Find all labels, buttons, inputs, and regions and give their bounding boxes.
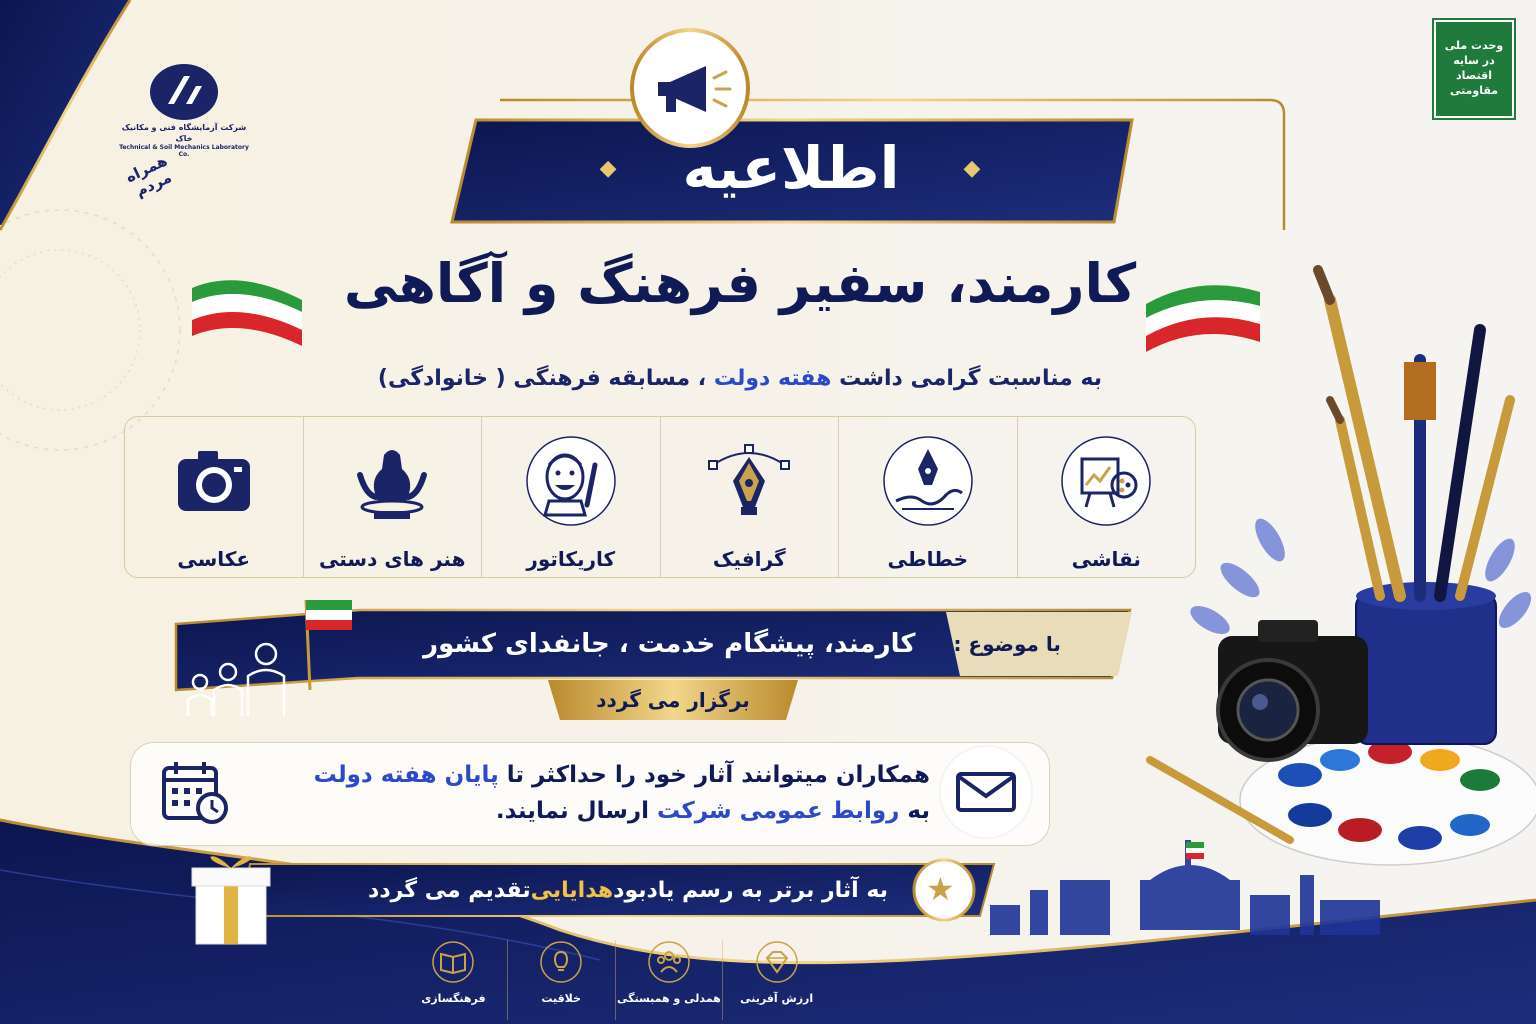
headline: کارمند، سفیر فرهنگ و آگاهی <box>343 252 1137 315</box>
category-calligraphy <box>838 417 1017 577</box>
star-icon: ★ <box>926 870 955 908</box>
submission-text-part: همکاران میتوانند آثار خود را حداکثر تا <box>498 762 930 788</box>
company-name-en: Technical & Soil Mechanics Laboratory Co. <box>119 144 249 159</box>
prize-text-part: تقدیم می گردد <box>368 877 531 903</box>
submission-highlight: پایان هفته دولت <box>313 762 499 788</box>
company-logo-icon <box>148 62 220 122</box>
category-painting <box>1017 417 1196 577</box>
category-label: خطاطی <box>887 547 968 571</box>
category-label: گرافیک <box>712 547 786 571</box>
core-values <box>400 940 830 1020</box>
open-book-icon <box>431 940 475 984</box>
painting-easel-icon <box>1060 435 1152 527</box>
gift-icon <box>196 876 266 944</box>
value-label: فرهنگسازی <box>421 992 486 1005</box>
pottery-hands-icon <box>346 435 438 527</box>
submission-line-2 <box>240 794 930 830</box>
camera-icon <box>168 435 260 527</box>
category-label: عکاسی <box>177 547 251 571</box>
category-photography <box>125 417 303 577</box>
category-label: کاریکاتور <box>526 547 616 571</box>
submission-line-1 <box>240 758 930 794</box>
value-item <box>507 940 615 1020</box>
submission-text-part: به <box>899 797 930 824</box>
submission-text <box>240 758 930 829</box>
announcement-title <box>452 112 1130 224</box>
topic-text: کارمند، پیشگام خدمت ، جانفدای کشور <box>423 629 916 659</box>
topic-label: با موضوع : <box>953 632 1061 656</box>
category-label: هنر های دستی <box>319 547 466 571</box>
category-graphic <box>660 417 839 577</box>
graphic-pen-tool-icon <box>703 435 795 527</box>
subtitle-part: به مناسبت گرامی داشت <box>831 366 1103 391</box>
prize-highlight: هدایایی <box>530 877 614 903</box>
competition-categories <box>124 416 1196 578</box>
caricature-face-icon <box>525 435 617 527</box>
prize-text-part: به آثار برتر به رسم یادبود <box>613 877 888 903</box>
seal-line-4: اقتصاد مقاومتی <box>1449 69 1499 97</box>
company-logo <box>118 62 250 158</box>
national-unity-seal <box>1434 20 1514 118</box>
category-caricature <box>481 417 660 577</box>
company-name: شرکت آزمایشگاه فنی و مکانیک خاک <box>121 123 247 144</box>
diamond-icon <box>755 940 799 984</box>
seal-line-1: وحدت ملی <box>1444 39 1504 53</box>
value-label: خلاقیت <box>541 992 581 1005</box>
seal-line-3: در سایه <box>1453 54 1495 68</box>
calendar-clock-icon <box>160 760 230 826</box>
value-label: ارزش آفرینی <box>740 992 814 1005</box>
slogan-text: همراه مردم <box>122 151 175 200</box>
prize-banner <box>270 864 986 916</box>
occasion-subtitle <box>330 366 1150 391</box>
subtitle-part: ، مسابقه فرهنگی ( خانوادگی) <box>377 366 714 391</box>
topic-banner <box>352 608 1132 680</box>
subtitle-highlight: هفته دولت <box>713 366 832 391</box>
category-label: نقاشی <box>1071 547 1141 571</box>
value-item <box>615 940 723 1020</box>
submission-text-part: ارسال نمایند. <box>495 797 657 824</box>
people-group-icon <box>647 940 691 984</box>
envelope-icon <box>956 772 1016 812</box>
diamond-ornament-icon: ◆ <box>963 155 983 181</box>
diamond-ornament-icon: ◆ <box>599 155 619 181</box>
lightbulb-icon <box>539 940 583 984</box>
held-ribbon: برگزار می گردد <box>596 688 750 712</box>
calligraphy-pen-icon <box>882 435 974 527</box>
value-item <box>400 940 507 1020</box>
title-text: اطلاعیه <box>682 134 900 202</box>
value-item <box>722 940 830 1020</box>
category-handicrafts <box>303 417 482 577</box>
value-label: همدلی و همبستگی <box>616 992 721 1005</box>
submission-highlight: روابط عمومی شرکت <box>656 797 900 824</box>
megaphone-icon <box>648 56 732 120</box>
